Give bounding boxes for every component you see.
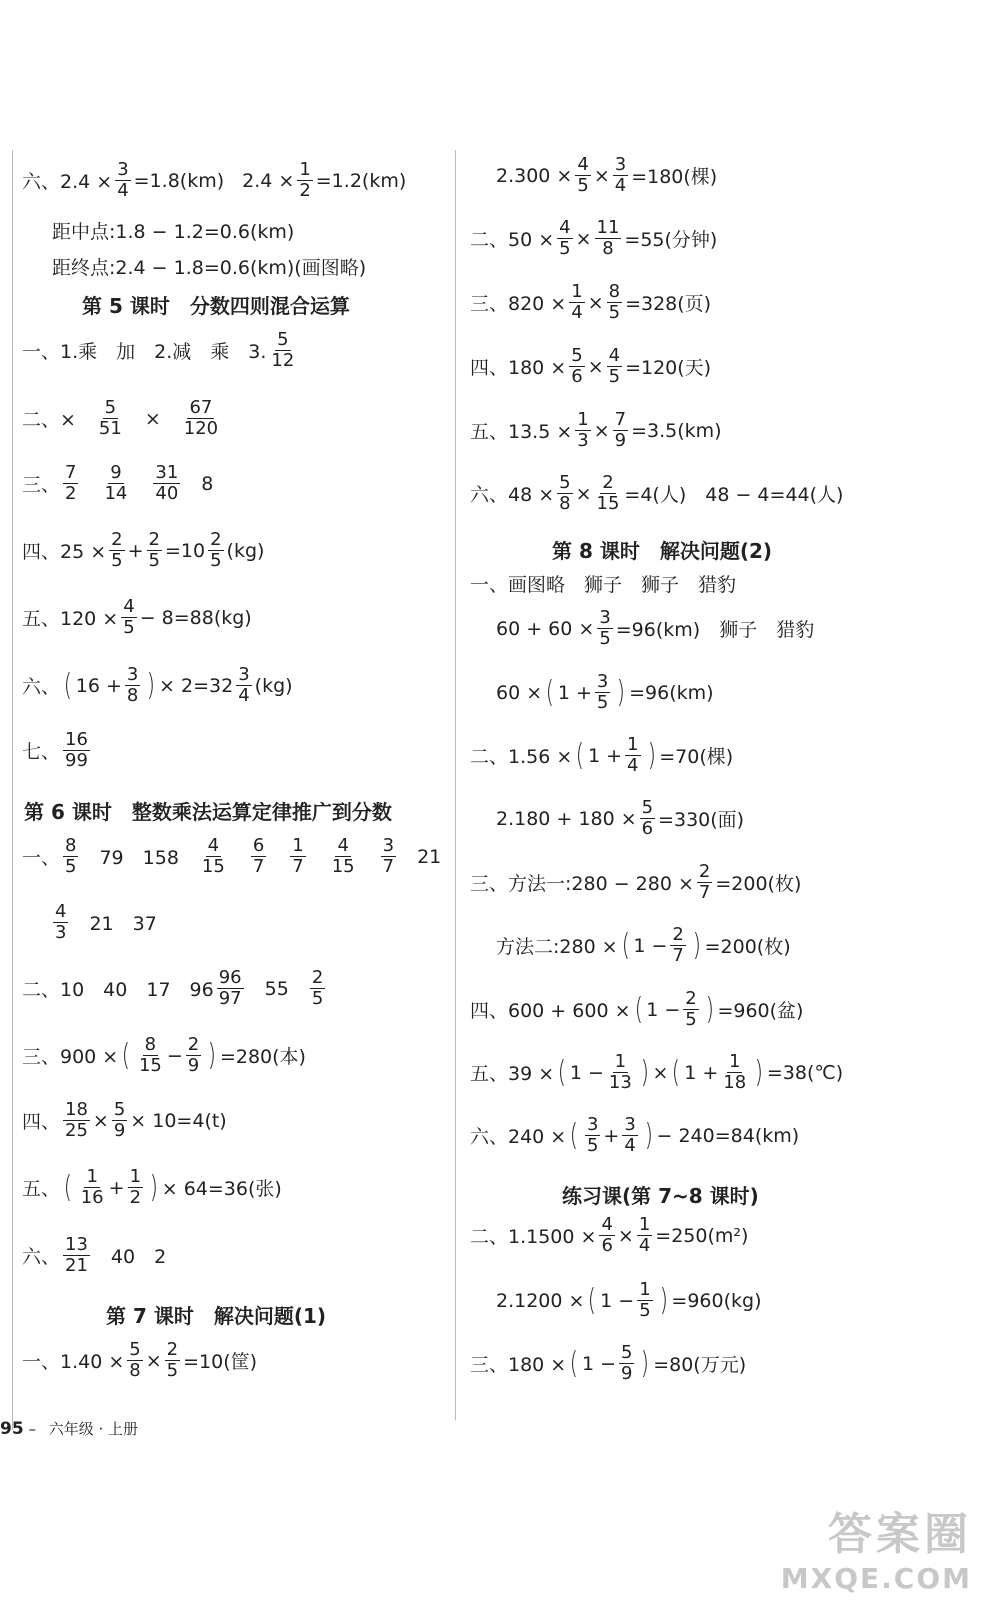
text: 四、25 × — [22, 541, 107, 563]
fraction: $\frac{8}{5}$ — [65, 835, 77, 877]
text: =200(枚) — [704, 936, 791, 958]
fraction: $\frac{3}{4}$ — [624, 1114, 636, 1156]
fraction: $\frac{2}{7}$ — [672, 924, 684, 966]
fraction: $\frac{2}{5}$ — [148, 529, 160, 571]
text: =96(km) — [629, 681, 714, 704]
fraction: $\frac{3}{5}$ — [596, 671, 609, 713]
fraction: $\frac{3}{4}$ — [238, 664, 250, 706]
fraction: $\frac{3}{7}$ — [382, 835, 395, 877]
text: + — [127, 539, 144, 562]
column-divider — [455, 150, 456, 1420]
text: − 240=84(km) — [656, 1124, 800, 1147]
fraction: $\frac{2}{7}$ — [698, 861, 711, 903]
text: + — [108, 1176, 125, 1199]
fraction: $\frac{3}{5}$ — [586, 1114, 599, 1156]
watermark — [781, 1498, 972, 1595]
answer-line — [496, 798, 744, 839]
answer-line — [470, 473, 843, 514]
fraction: $\frac{5}{6}$ — [571, 345, 583, 387]
fraction: $\frac{18}{25}$ — [65, 1099, 88, 1141]
text: 二、1.56 × — [470, 746, 573, 768]
answer-line: 60 × ( 1 + $\frac{3}{5}$ ) =96(km) — [496, 671, 714, 713]
answer-line — [50, 902, 157, 943]
fraction: $\frac{7}{2}$ — [65, 462, 77, 504]
text: × — [617, 1224, 634, 1247]
text: 三、 — [22, 474, 61, 496]
fraction: $\frac{8}{15}$ — [138, 1034, 162, 1076]
text: =38(℃) — [766, 1061, 844, 1084]
text: 距中点:1.8 − 1.2=0.6(km) — [52, 221, 295, 243]
fraction: $\frac{31}{40}$ — [155, 462, 179, 504]
fraction: $\frac{4}{15}$ — [331, 835, 355, 877]
fraction: $\frac{1}{2}$ — [299, 159, 311, 201]
text: 六、2.4 × — [22, 171, 113, 193]
text: × — [575, 227, 592, 250]
answer-line — [22, 730, 93, 771]
text: × — [593, 419, 610, 442]
text: =280(本) — [219, 1046, 306, 1068]
answer-line: 方法二:280 × ( 1 − $\frac{2}{7}$ ) =200(枚) — [496, 924, 791, 966]
text: =96(km) 狮子 猎豹 — [615, 619, 815, 641]
answer-line — [470, 282, 711, 323]
text: =1.8(km) — [133, 169, 225, 192]
text: × — [587, 355, 604, 378]
answer-line: 六、240 × ( $\frac{3}{5}$ + $\frac{3}{4}$ ) − 240=84(km) — [470, 1114, 800, 1156]
text: × — [587, 291, 604, 314]
footer-grade: 六年级 · 上册 — [48, 1420, 139, 1438]
text: 1 − — [633, 934, 668, 957]
answer-line — [470, 218, 717, 259]
text: 55 — [264, 977, 289, 1000]
fraction: $\frac{2}{5}$ — [210, 529, 222, 571]
answer-line: 五、39 × ( 1 − $\frac{1}{13}$ ) × ( 1 + $\frac{1}{18}$ ) =38(℃) — [470, 1051, 844, 1093]
text: (kg) — [226, 539, 265, 562]
text: 三、方法一:280 − 280 × — [470, 873, 694, 895]
text: 五、39 × — [470, 1063, 555, 1085]
answer-line — [22, 1235, 166, 1276]
text: 2.300 × — [496, 164, 573, 187]
left-margin-rule — [12, 150, 13, 1430]
text: 2.1200 × — [496, 1289, 585, 1312]
fraction: $\frac{1}{4}$ — [627, 734, 639, 776]
fraction: $\frac{1}{2}$ — [129, 1166, 142, 1208]
fraction: $\frac{67}{120}$ — [183, 397, 219, 439]
answer-line: 2.1200 × ( 1 − $\frac{1}{5}$ ) =960(kg) — [496, 1279, 762, 1321]
fraction: $\frac{7}{9}$ — [614, 409, 627, 451]
answer-line — [22, 530, 264, 571]
text: 1 + — [557, 681, 592, 704]
fraction: $\frac{5}{6}$ — [641, 797, 654, 839]
answer-line — [22, 330, 299, 371]
answer-line — [22, 160, 406, 201]
answer-line — [22, 597, 252, 638]
answer-line — [52, 217, 294, 244]
fraction: $\frac{5}{9}$ — [621, 1342, 633, 1384]
answer-line — [470, 862, 801, 903]
text: (kg) — [254, 674, 293, 697]
watermark-url: MXQE.COM — [780, 1562, 972, 1595]
fraction: $\frac{1}{4}$ — [638, 1214, 651, 1256]
text: 1 − — [646, 998, 681, 1021]
text: =180(棵) — [631, 166, 718, 188]
fraction: $\frac{8}{5}$ — [608, 281, 621, 323]
text: 16 + — [75, 674, 122, 697]
text: 21 37 — [89, 913, 157, 935]
text: =328(页) — [625, 293, 712, 315]
page-number: 95 — [0, 1419, 24, 1439]
text: 21 — [417, 845, 442, 868]
text: 二、× — [22, 409, 76, 431]
watermark-title: 答案圈 — [828, 1509, 972, 1560]
text: 1 + — [587, 744, 623, 767]
text: × 2=32 — [159, 674, 234, 697]
section-heading: 第 6 课时 整数乘法运算定律推广到分数 — [24, 800, 392, 824]
fraction: $\frac{3}{8}$ — [126, 664, 139, 706]
answer-line — [22, 968, 328, 1009]
fraction: $\frac{5}{8}$ — [129, 1339, 141, 1381]
section-heading: 第 7 课时 解决问题(1) — [106, 1304, 327, 1328]
answer-line — [22, 1100, 227, 1141]
fraction: $\frac{2}{15}$ — [596, 472, 620, 514]
text: 距终点:2.4 − 1.8=0.6(km)(画图略) — [52, 257, 367, 279]
text: 2.4 × — [242, 169, 295, 192]
fraction: $\frac{3}{5}$ — [599, 607, 611, 649]
text: =1.2(km) — [315, 169, 407, 192]
fraction: $\frac{1}{7}$ — [292, 835, 304, 877]
answer-line — [470, 1215, 748, 1256]
text: 三、900 × — [22, 1046, 119, 1068]
fraction: $\frac{2}{5}$ — [111, 529, 123, 571]
text: 60 + 60 × — [496, 617, 595, 640]
text: 五、120 × — [22, 608, 119, 630]
text: 2.180 + 180 × — [496, 807, 637, 830]
fraction: $\frac{4}{3}$ — [55, 901, 67, 943]
fraction: $\frac{2}{5}$ — [685, 988, 697, 1030]
fraction: $\frac{3}{4}$ — [614, 154, 627, 196]
text: 六、240 × — [470, 1126, 567, 1148]
text: × — [575, 482, 592, 505]
fraction: $\frac{5}{8}$ — [559, 472, 571, 514]
text: =200(枚) — [715, 873, 802, 895]
fraction: $\frac{4}{15}$ — [201, 835, 225, 877]
fraction: $\frac{4}{6}$ — [601, 1214, 613, 1256]
text: 七、 — [22, 741, 61, 763]
answer-line — [22, 1340, 257, 1381]
text: 四、180 × — [470, 357, 567, 379]
text: =120(天) — [625, 357, 712, 379]
text: 五、13.5 × — [470, 421, 573, 443]
text: =960(kg) — [671, 1289, 762, 1312]
text: =3.5(km) — [631, 419, 722, 442]
fraction: $\frac{96}{97}$ — [218, 967, 242, 1009]
text: 40 2 — [110, 1246, 167, 1268]
text: 方法二:280 × — [496, 936, 618, 958]
text: =250(m²) — [655, 1224, 749, 1247]
answer-line — [470, 410, 722, 451]
text: × 10=4(t) — [130, 1109, 227, 1132]
fraction: $\frac{5}{51}$ — [98, 397, 122, 439]
answer-line: 五、 ( $\frac{1}{16}$ + $\frac{1}{2}$ ) × 64=36(张) — [22, 1166, 282, 1208]
fraction: $\frac{6}{7}$ — [252, 835, 265, 877]
page-footer — [0, 1418, 138, 1439]
text: × — [652, 1061, 669, 1084]
text: × — [593, 164, 610, 187]
section-heading: 第 8 课时 解决问题(2) — [552, 539, 773, 563]
answer-line — [470, 346, 711, 387]
text: 三、180 × — [470, 1354, 567, 1376]
fraction: $\frac{4}{5}$ — [123, 596, 135, 638]
text: × — [144, 407, 161, 430]
text: =960(盆) — [717, 1000, 804, 1022]
text: =330(面) — [658, 809, 745, 831]
section-heading: 第 5 课时 分数四则混合运算 — [82, 294, 350, 318]
text: 8 — [201, 472, 214, 495]
text: 二、50 × — [470, 229, 555, 251]
text: − — [166, 1044, 183, 1067]
answer-line: 四、600 + 600 × ( 1 − $\frac{2}{5}$ ) =960(盆) — [470, 988, 804, 1030]
answer-line — [22, 398, 223, 439]
fraction: $\frac{2}{9}$ — [187, 1034, 200, 1076]
text: 一、1.乘 加 2.减 乘 3. — [22, 341, 267, 363]
text: 二、1.1500 × — [470, 1226, 597, 1248]
fraction: $\frac{1}{13}$ — [608, 1051, 632, 1093]
section-heading: 练习课(第 7~8 课时) — [562, 1184, 759, 1208]
text: =55(分钟) — [624, 229, 718, 251]
text: 一、 — [22, 847, 61, 869]
text: 六、48 × — [470, 484, 555, 506]
text: 二、10 40 17 96 — [22, 979, 214, 1001]
text: 四、 — [22, 1111, 61, 1133]
fraction: $\frac{2}{5}$ — [166, 1339, 179, 1381]
text: 一、画图略 狮子 狮子 猎豹 — [470, 574, 737, 596]
answer-line: 二、1.56 × ( 1 + $\frac{1}{4}$ ) =70(棵) — [470, 734, 734, 776]
text: + — [603, 1124, 620, 1147]
fraction: $\frac{11}{8}$ — [596, 217, 620, 259]
answer-line: 六、 ( 16 + $\frac{3}{8}$ ) × 2=32 $\frac{3}{4}$ (kg) — [22, 664, 293, 706]
fraction: $\frac{13}{21}$ — [65, 1234, 88, 1276]
text: 79 158 — [99, 847, 179, 869]
answer-line: 三、180 × ( 1 − $\frac{5}{9}$ ) =80(万元) — [470, 1342, 747, 1384]
text: 1 − — [600, 1289, 635, 1312]
fraction: $\frac{3}{4}$ — [117, 159, 129, 201]
answer-line — [496, 155, 717, 196]
text: 四、600 + 600 × — [470, 1000, 631, 1022]
fraction: $\frac{1}{5}$ — [639, 1279, 651, 1321]
text: 1 − — [581, 1352, 617, 1375]
fraction: $\frac{9}{14}$ — [104, 462, 128, 504]
text: 60 × — [496, 681, 543, 704]
text: × — [92, 1109, 109, 1132]
text: =80(万元) — [653, 1354, 747, 1376]
fraction: $\frac{1}{18}$ — [723, 1051, 747, 1093]
fraction: $\frac{1}{16}$ — [80, 1166, 104, 1208]
text: 六、 — [22, 676, 61, 698]
answer-line: 三、900 × ( $\frac{8}{15}$ − $\frac{2}{9}$ ) =280(本) — [22, 1034, 306, 1076]
fraction: $\frac{1}{3}$ — [577, 409, 589, 451]
fraction: $\frac{5}{12}$ — [271, 329, 295, 371]
footer-separator: – — [28, 1420, 36, 1438]
answer-line — [496, 608, 814, 649]
text: 1 − — [569, 1061, 604, 1084]
fraction: $\frac{1}{4}$ — [571, 281, 583, 323]
fraction: $\frac{2}{5}$ — [311, 967, 324, 1009]
text: 五、 — [22, 1178, 61, 1200]
text: =4(人) 48 − 4=44(人) — [624, 484, 844, 506]
text: =10(筐) — [183, 1351, 258, 1373]
text: 六、 — [22, 1246, 61, 1268]
fraction: $\frac{4}{5}$ — [559, 217, 571, 259]
fraction: $\frac{4}{5}$ — [577, 154, 589, 196]
text: =70(棵) — [659, 746, 734, 768]
text: − 8=88(kg) — [139, 606, 252, 629]
answer-line — [22, 836, 441, 877]
text: × — [145, 1349, 162, 1372]
fraction: $\frac{5}{9}$ — [113, 1099, 126, 1141]
fraction: $\frac{4}{5}$ — [608, 345, 621, 387]
text: 1 + — [684, 1061, 719, 1084]
answer-line — [52, 253, 366, 280]
answer-line — [470, 570, 736, 597]
text: 三、820 × — [470, 293, 567, 315]
text: × 64=36(张) — [161, 1178, 282, 1200]
text: 一、1.40 × — [22, 1351, 125, 1373]
fraction: $\frac{16}{99}$ — [65, 729, 88, 771]
text: =10 — [164, 539, 206, 562]
answer-line — [22, 463, 213, 504]
